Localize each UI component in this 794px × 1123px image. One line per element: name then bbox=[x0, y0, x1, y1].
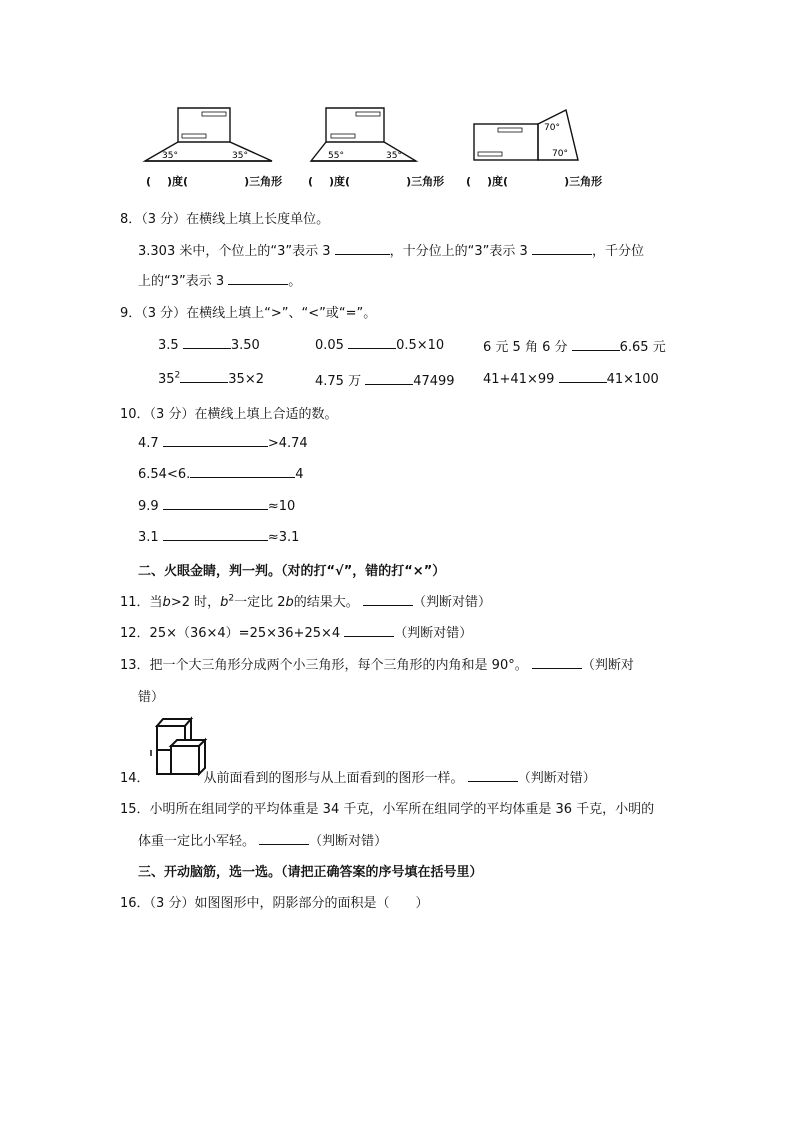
answer-blank[interactable] bbox=[348, 336, 396, 349]
text: 0.05 bbox=[315, 338, 344, 353]
caption-end: )三角形 bbox=[406, 175, 445, 188]
text: 12．25×（36×4）=25×36+25×4 bbox=[120, 626, 341, 641]
q8-heading: 8．（3 分）在横线上填上长度单位。 bbox=[120, 212, 330, 227]
answer-blank[interactable] bbox=[190, 465, 295, 478]
text: 体重一定比小军轻。 bbox=[138, 834, 256, 849]
q12 bbox=[120, 622, 472, 641]
text: ，十分位上的“3”表示 3 bbox=[389, 244, 528, 259]
figure-caption-3 bbox=[466, 173, 602, 189]
q8-line1 bbox=[138, 240, 644, 259]
text: 。 bbox=[288, 274, 302, 289]
angle-label: 70° bbox=[544, 123, 560, 133]
q11 bbox=[120, 591, 491, 610]
text: 上的“3”表示 3 bbox=[138, 274, 225, 289]
answer-blank[interactable] bbox=[228, 272, 288, 285]
text: （判断对错） bbox=[517, 771, 596, 786]
angle-label: 35° bbox=[162, 151, 178, 161]
text: 0.5×10 bbox=[396, 338, 445, 353]
figure-trapezoid-1 bbox=[140, 104, 280, 166]
text: ，千分位 bbox=[591, 244, 644, 259]
answer-blank[interactable] bbox=[532, 656, 582, 669]
figure-rect-triangle-3 bbox=[470, 104, 610, 166]
angle-label: 55° bbox=[328, 151, 344, 161]
text: （判断对错） bbox=[412, 595, 491, 610]
answer-blank[interactable] bbox=[163, 497, 268, 510]
variable: b bbox=[162, 595, 171, 610]
q14 bbox=[120, 767, 596, 786]
text: 4 bbox=[295, 467, 304, 482]
angle-label: 70° bbox=[552, 149, 568, 159]
answer-blank[interactable] bbox=[363, 593, 413, 606]
answer-blank[interactable] bbox=[559, 370, 607, 383]
answer-blank[interactable] bbox=[183, 336, 231, 349]
q9-item bbox=[483, 336, 666, 355]
q10-line bbox=[138, 528, 299, 545]
text: 3.50 bbox=[230, 338, 260, 353]
q9-item bbox=[483, 370, 659, 387]
text: 4.75 万 bbox=[315, 374, 362, 389]
q10-line bbox=[138, 497, 295, 514]
variable: b bbox=[285, 595, 294, 610]
text: ≈3.1 bbox=[267, 530, 300, 545]
figure-trapezoid-2 bbox=[306, 104, 446, 166]
answer-blank[interactable] bbox=[259, 832, 309, 845]
q9-item bbox=[315, 370, 455, 389]
angle-label: 35° bbox=[386, 151, 402, 161]
caption-open: ( bbox=[466, 175, 472, 188]
text: 一定比 2 bbox=[234, 595, 286, 610]
q9-heading: 9．（3 分）在横线上填上“>”、“<”或“=”。 bbox=[120, 306, 377, 321]
text: 35 bbox=[158, 372, 175, 387]
text: 6 元 5 角 6 分 bbox=[483, 340, 568, 355]
variable: b bbox=[220, 595, 229, 610]
answer-blank[interactable] bbox=[468, 769, 518, 782]
text: 6.65 元 bbox=[619, 340, 666, 355]
text: 41+41×99 bbox=[483, 372, 555, 387]
q13-line2: 错） bbox=[138, 690, 165, 705]
text: >2 时， bbox=[170, 595, 221, 610]
superscript: 2 bbox=[228, 593, 235, 604]
q9-item bbox=[315, 336, 444, 353]
q9-item bbox=[158, 370, 264, 387]
q16: 16．（3 分）如图图形中，阴影部分的面积是（ ） bbox=[120, 896, 429, 911]
answer-blank[interactable] bbox=[163, 528, 268, 541]
section-3-heading: 三、开动脑筋，选一选。（请把正确答案的序号填在括号里） bbox=[138, 865, 483, 880]
caption-open: ( bbox=[308, 175, 314, 188]
q10-line bbox=[138, 465, 304, 482]
text: 41×100 bbox=[606, 372, 659, 387]
q15-line2 bbox=[138, 830, 387, 849]
text: >4.74 bbox=[267, 436, 308, 451]
text: （判断对错） bbox=[309, 834, 388, 849]
text: （判断对 bbox=[581, 658, 634, 673]
q13-line1 bbox=[120, 654, 634, 673]
text: 从前面看到的图形与从上面看到的图形一样。 bbox=[203, 771, 464, 786]
text: 4.7 bbox=[138, 436, 159, 451]
text: 9.9 bbox=[138, 499, 159, 514]
text: 3.5 bbox=[158, 338, 179, 353]
text: 6.54<6. bbox=[138, 467, 191, 482]
answer-blank[interactable] bbox=[572, 338, 620, 351]
answer-blank[interactable] bbox=[532, 242, 592, 255]
q15-line1: 15．小明所在组同学的平均体重是 34 千克，小军所在组同学的平均体重是 36 千克，小明的 bbox=[120, 802, 655, 817]
answer-blank[interactable] bbox=[180, 370, 228, 383]
text: 47499 bbox=[413, 374, 455, 389]
q8-line2 bbox=[138, 270, 301, 289]
caption-mid: )度( bbox=[329, 175, 351, 188]
superscript: 2 bbox=[174, 370, 181, 381]
text: 13．把一个大三角形分成两个小三角形，每个三角形的内角和是 90°。 bbox=[120, 658, 528, 673]
answer-blank[interactable] bbox=[365, 372, 413, 385]
figure-caption-1 bbox=[146, 173, 282, 189]
text: ≈10 bbox=[267, 499, 296, 514]
section-2-heading: 二、火眼金睛，判一判。（对的打“√”，错的打“×”） bbox=[138, 564, 446, 579]
answer-blank[interactable] bbox=[335, 242, 390, 255]
text: 14． bbox=[120, 771, 150, 786]
caption-end: )三角形 bbox=[244, 175, 283, 188]
caption-open: ( bbox=[146, 175, 152, 188]
answer-blank[interactable] bbox=[163, 434, 268, 447]
caption-end: )三角形 bbox=[564, 175, 603, 188]
answer-blank[interactable] bbox=[344, 624, 394, 637]
angle-label: 35° bbox=[232, 151, 248, 161]
text: 的结果大。 bbox=[293, 595, 359, 610]
text: 35×2 bbox=[228, 372, 264, 387]
q10-line bbox=[138, 434, 308, 451]
q10-heading: 10．（3 分）在横线上填上合适的数。 bbox=[120, 407, 338, 422]
q9-item bbox=[158, 336, 260, 353]
caption-mid: )度( bbox=[487, 175, 509, 188]
figure-caption-2 bbox=[308, 173, 444, 189]
text: （判断对错） bbox=[394, 626, 473, 641]
text: 3.1 bbox=[138, 530, 159, 545]
text: 11．当 bbox=[120, 595, 163, 610]
caption-mid: )度( bbox=[167, 175, 189, 188]
text: 3.303 米中，个位上的“3”表示 3 bbox=[138, 244, 331, 259]
